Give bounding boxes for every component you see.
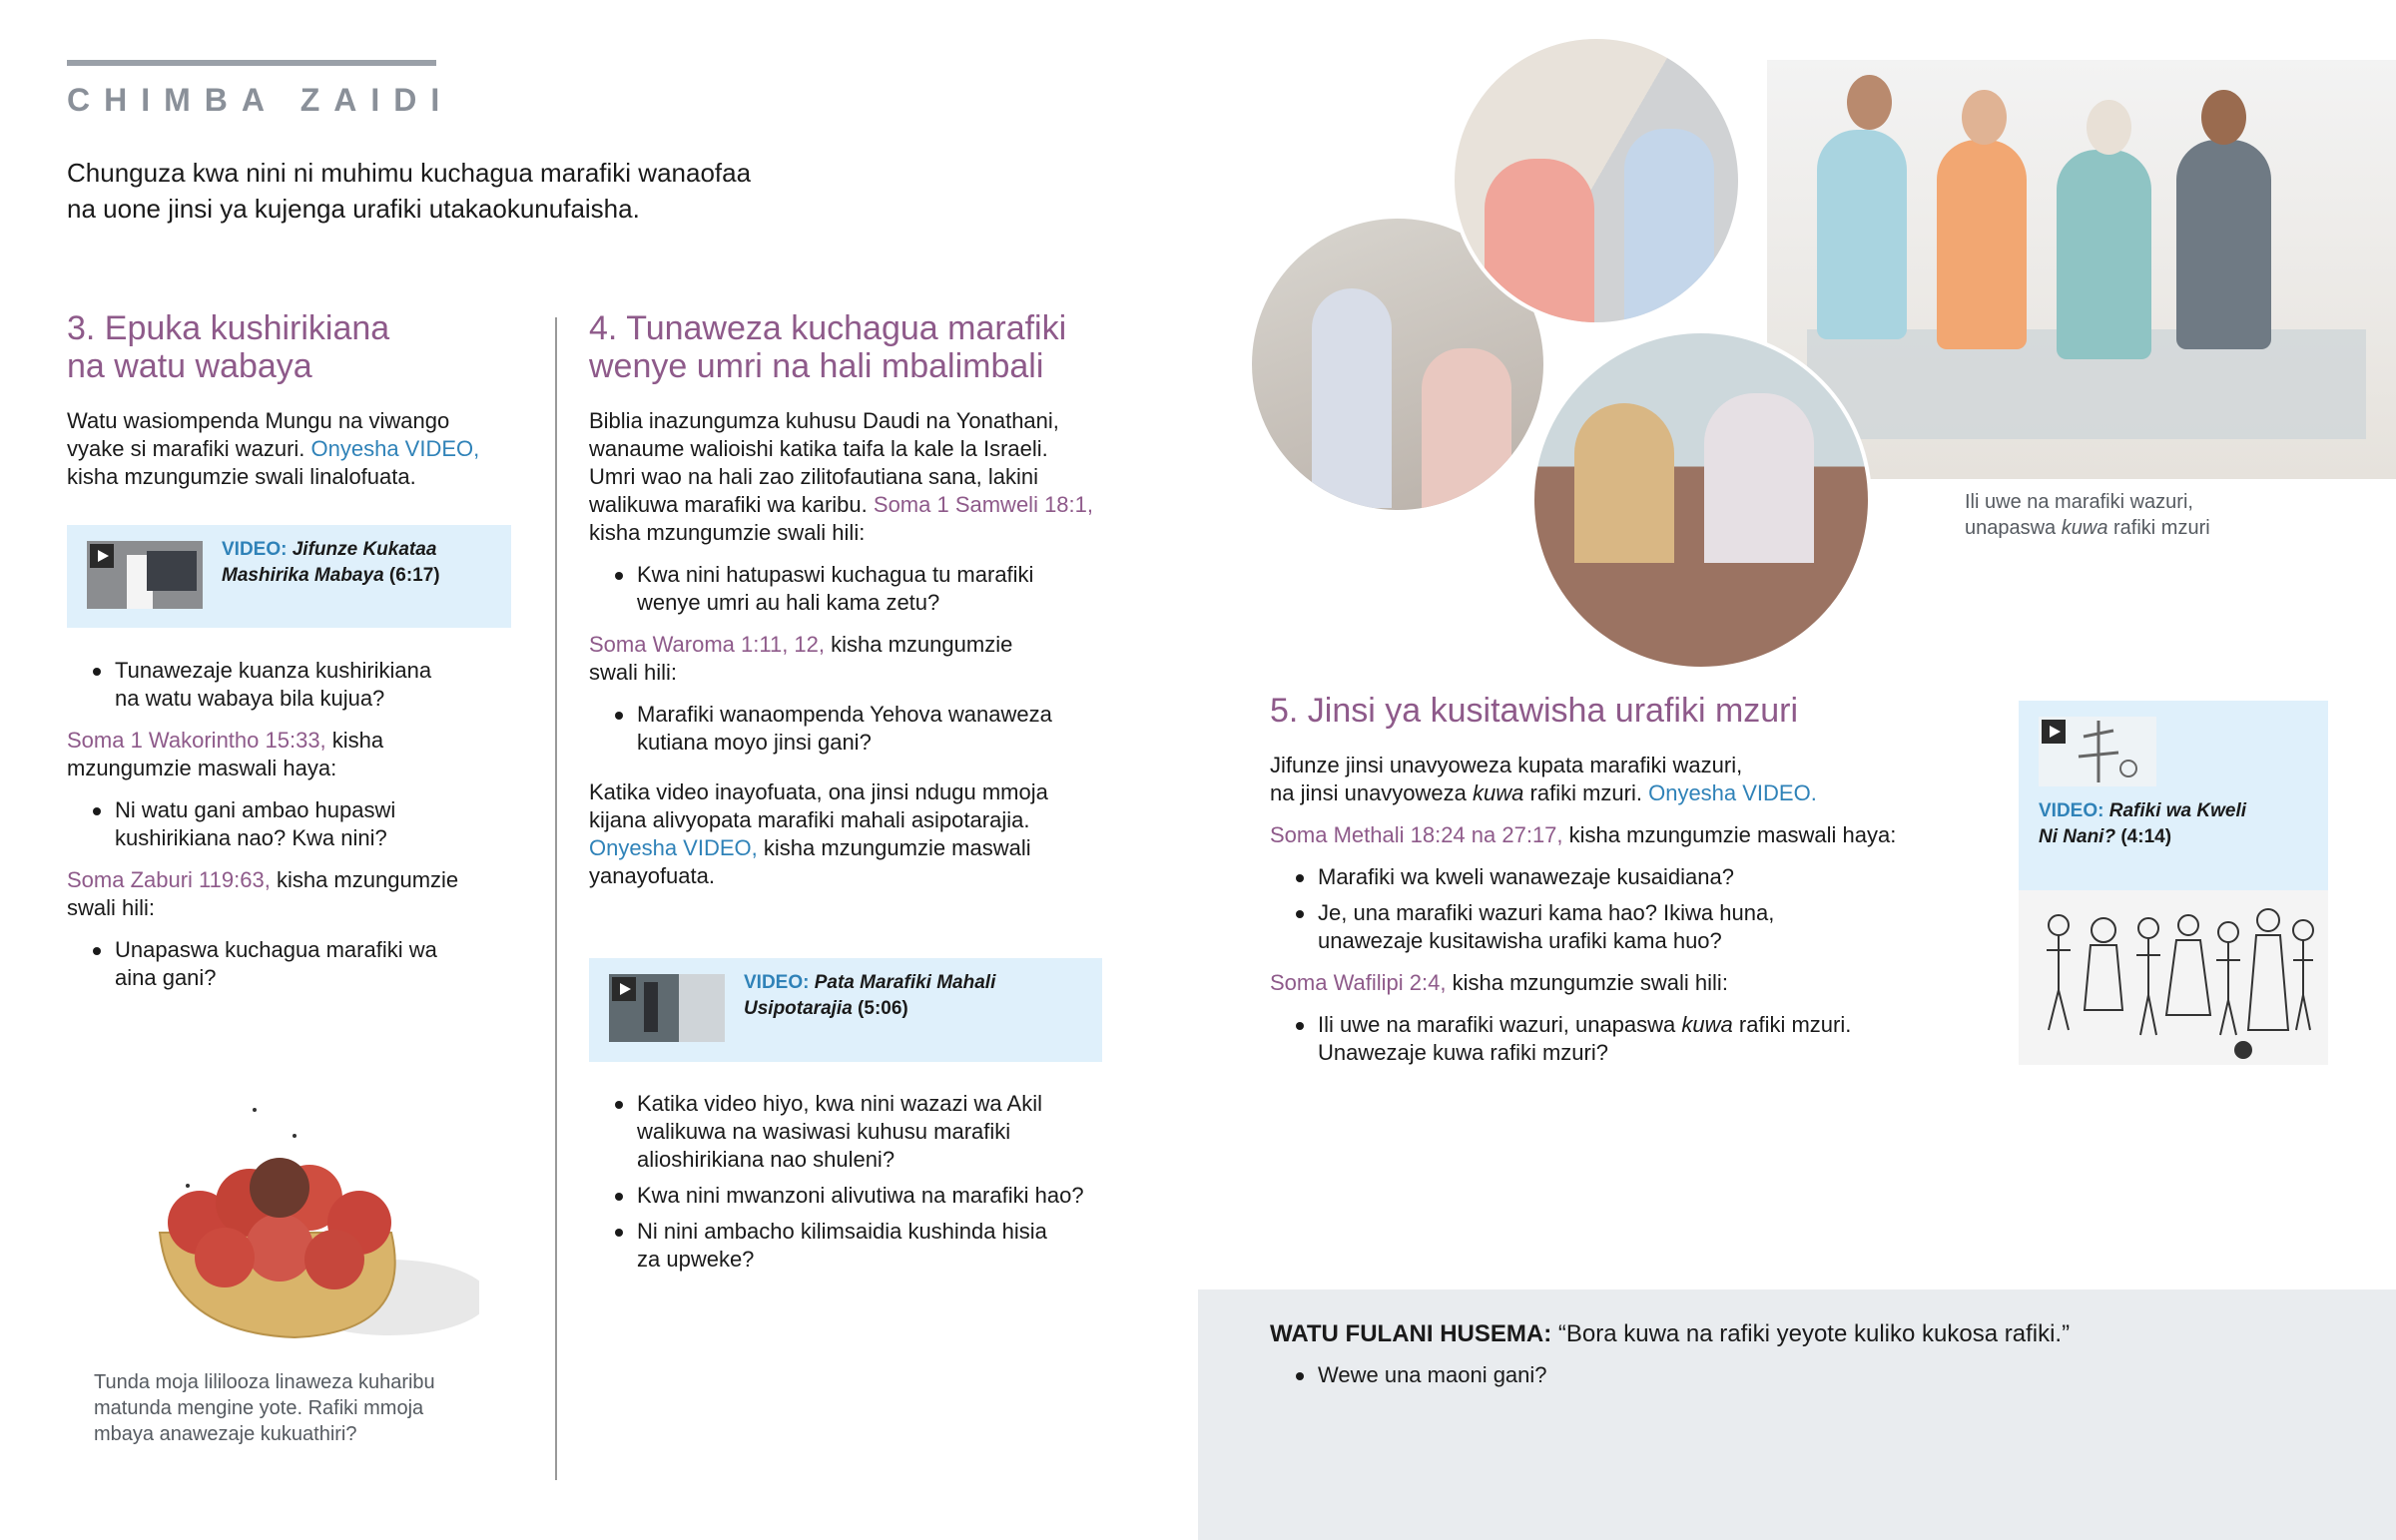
video-thumbnail[interactable] bbox=[609, 974, 725, 1042]
video-thumbnail[interactable] bbox=[87, 541, 203, 609]
intro-text: Chunguza kwa nini ni muhimu kuchagua marafiki wanaofaa na uone jinsi ya kujenga urafiki utakaokunufaisha. bbox=[67, 158, 752, 224]
scripture-ref: Soma Methali 18:24 na 27:17, bbox=[1270, 822, 1563, 847]
scripture-ref: Soma Waroma 1:11, 12, bbox=[589, 632, 825, 657]
show-video-link[interactable]: Onyesha VIDEO, bbox=[589, 835, 758, 860]
question-item: Marafiki wanaompenda Yehova wanaweza kutiana moyo jinsi gani? bbox=[589, 701, 1148, 757]
scripture-ref: Soma 1 Wakorintho 15:33, bbox=[67, 728, 326, 753]
header-rule bbox=[67, 60, 436, 66]
section-4-title: 4. Tunaweza kuchagua marafiki wenye umri na hali mbalimbali bbox=[589, 309, 1067, 385]
section-5: 5. Jinsi ya kusitawisha urafiki mzuri Jifunze jinsi unavyoweza kupata marafiki wazuri, na jinsi unavyoweza kuwa rafiki mzuri. Onyesha VIDEO. Soma Methali 18:24 na 27:17, kisha mzungumzie maswali haya: Marafiki wa kweli wanawezaje kusaidiana? Je, una marafiki wazuri kama hao? Ikiwa huna, unawezaje kusitawisha urafiki kama huo? Soma Wafilipi 2:4, kisha mzungumzie swali hili: Ili uwe na marafiki wazuri, unapaswa kuwa rafiki mzuri. Unawezaje kuwa rafiki mzuri? bbox=[1270, 692, 1969, 1075]
section-3-intro: Watu wasiompenda Mungu na viwango vyake si marafiki wazuri. Onyesha VIDEO, kisha mzungumzie swali linalofuata. bbox=[67, 408, 480, 489]
illustration-caption: Ili uwe na marafiki wazuri, unapaswa kuwa rafiki mzuri bbox=[1965, 491, 2210, 539]
scripture-ref: Soma Zaburi 119:63, bbox=[67, 867, 271, 892]
question-item: Unapaswa kuchagua marafiki wa aina gani? bbox=[67, 936, 536, 992]
show-video-link[interactable]: Onyesha VIDEO. bbox=[1648, 780, 1817, 805]
video-card-5[interactable]: VIDEO: Rafiki wa Kweli Ni Nani? (4:14) bbox=[2019, 701, 2328, 1065]
play-icon[interactable] bbox=[612, 977, 636, 1001]
show-video-link[interactable]: Onyesha VIDEO, bbox=[310, 436, 480, 461]
column-divider bbox=[555, 317, 557, 1480]
section-4: 4. Tunaweza kuchagua marafiki wenye umri na hali mbalimbali Biblia inazungumza kuhusu Daudi na Yonathani, wanaume walioishi katika taifa la kale la Israeli. Umri wao na hali zao zilitofautiana sana, lakini walikuwa marafiki wa karibu. Soma 1 Samweli 18:1, kisha mzungumzie swali hili: Kwa nini hatupaswi kuchagua tu marafiki wenye umri au hali kama zetu? Soma Waroma 1:11, 12, kisha mzungumzie swali hili: Marafiki wanaompenda Yehova wanaweza kutiana moyo jinsi gani? Katika video inayofuata, ona jinsi ndugu mmoja kijana alivyopata marafiki mahali asipotarajia. Onyesha VIDEO, kisha mzungumzie maswali yanayofuata. bbox=[589, 309, 1148, 890]
others-say-quote: “Bora kuwa na rafiki yeyote kuliko kukosa rafiki.” bbox=[1557, 1320, 2071, 1347]
question-item: Ni watu gani ambao hupaswi kushirikiana nao? Kwa nini? bbox=[67, 796, 536, 852]
group-sketch-illustration bbox=[2019, 890, 2328, 1065]
section-kicker: CHIMBA ZAIDI bbox=[67, 82, 454, 118]
video-card-4[interactable]: VIDEO: Pata Marafiki Mahali Usipotarajia (5:06) bbox=[589, 958, 1102, 1062]
others-say bbox=[1270, 1317, 2348, 1397]
play-icon[interactable] bbox=[2042, 720, 2066, 744]
question-item: Katika video hiyo, kwa nini wazazi wa Akil walikuwa na wasiwasi kuhusu marafiki alioshirikiana nao shuleni? bbox=[589, 1090, 1148, 1174]
others-say-label: WATU FULANI HUSEMA: bbox=[1270, 1320, 1552, 1347]
question-item: Ni nini ambacho kilimsaidia kushinda hisia za upweke? bbox=[589, 1218, 1148, 1274]
question-item: Ili uwe na marafiki wazuri, unapaswa kuwa rafiki mzuri. Unawezaje kuwa rafiki mzuri? bbox=[1270, 1011, 1969, 1067]
section-5-title: 5. Jinsi ya kusitawisha urafiki mzuri bbox=[1270, 692, 1799, 730]
section-4-questions bbox=[589, 1090, 1148, 1282]
section-3 bbox=[67, 309, 526, 491]
question-item: Tunawezaje kuanza kushirikiana na watu wabaya bila kujua? bbox=[67, 657, 536, 713]
scripture-ref: Soma 1 Samweli 18:1, bbox=[873, 492, 1093, 517]
question-item: Marafiki wa kweli wanawezaje kusaidiana? bbox=[1270, 863, 1969, 891]
scripture-ref: Soma Wafilipi 2:4, bbox=[1270, 970, 1447, 995]
question-item: Kwa nini mwanzoni alivutiwa na marafiki hao? bbox=[589, 1182, 1148, 1210]
question-item: Kwa nini hatupaswi kuchagua tu marafiki wenye umri au hali kama zetu? bbox=[589, 561, 1148, 617]
section-3-title: 3. Epuka kushirikiana na watu wabaya bbox=[67, 309, 390, 385]
friends-illustration bbox=[1248, 30, 2396, 669]
video-thumbnail[interactable] bbox=[2039, 717, 2156, 786]
play-icon[interactable] bbox=[90, 544, 114, 568]
section-3-questions: Tunawezaje kuanza kushirikiana na watu wabaya bila kujua? Soma 1 Wakorintho 15:33, kisha mzungumzie maswali haya: Ni watu gani ambao hupaswi kushirikiana nao? Kwa nini? Soma Zaburi 119:63, kisha mzungumzie swali hili: Unapaswa kuchagua marafiki wa aina gani? bbox=[67, 657, 536, 1000]
question-item: Je, una marafiki wazuri kama hao? Ikiwa huna, unawezaje kusitawisha urafiki kama huo? bbox=[1270, 899, 1969, 955]
fruit-bowl-illustration bbox=[130, 1098, 479, 1357]
question-item: Wewe una maoni gani? bbox=[1270, 1361, 2348, 1389]
fruit-caption: Tunda moja lililooza linaweza kuharibu matunda mengine yote. Rafiki mmoja mbaya anawezaje kukuathiri? bbox=[94, 1371, 435, 1445]
video-card-3[interactable]: VIDEO: Jifunze Kukataa Mashirika Mabaya (6:17) bbox=[67, 525, 511, 628]
